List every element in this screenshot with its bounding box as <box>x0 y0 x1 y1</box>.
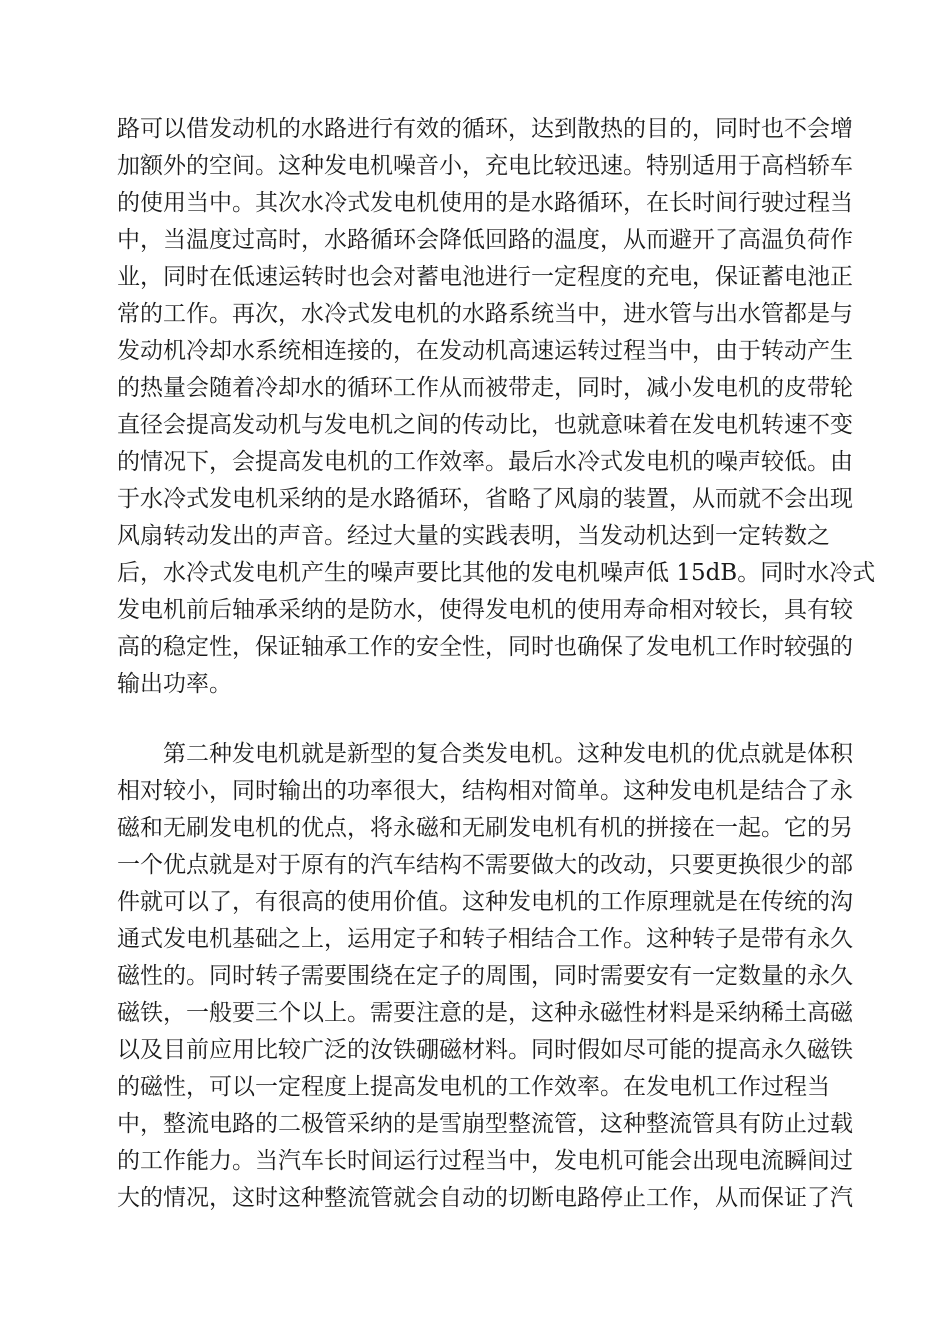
text-line: 加额外的空间。这种发电机噪音小，充电比较迅速。特别适用于高档轿车 <box>117 153 853 179</box>
text-line: 中，当温度过高时，水路循环会降低回路的温度，从而避开了高温负荷作 <box>117 227 853 253</box>
text-line: 常的工作。再次，水冷式发电机的水路系统当中，进水管与出水管都是与 <box>117 301 853 327</box>
text-line: 业，同时在低速运转时也会对蓄电池进行一定程度的充电，保证蓄电池正 <box>117 264 853 290</box>
text-line: 发动机冷却水系统相连接的，在发动机高速运转过程当中，由于转动产生 <box>117 338 853 364</box>
text-line: 的磁性，可以一定程度上提高发电机的工作效率。在发电机工作过程当 <box>117 1074 830 1100</box>
text-line: 路可以借发动机的水路进行有效的循环，达到散热的目的，同时也不会增 <box>117 116 853 142</box>
text-line: 磁和无刷发电机的优点，将永磁和无刷发电机有机的拼接在一起。它的另 <box>117 815 853 841</box>
text-line: 一个优点就是对于原有的汽车结构不需要做大的改动，只要更换很少的部 <box>117 852 853 878</box>
text-line: 磁铁，一般要三个以上。需要注意的是，这种永磁性材料是采纳稀土高磁 <box>117 1000 853 1026</box>
text-line: 大的情况，这时这种整流管就会自动的切断电路停止工作，从而保证了汽 <box>117 1185 853 1211</box>
text-line: 风扇转动发出的声音。经过大量的实践表明，当发动机达到一定转数之 <box>117 523 830 549</box>
text-line: 发电机前后轴承采纳的是防水，使得发电机的使用寿命相对较长，具有较 <box>117 597 853 623</box>
text-line: 第二种发电机就是新型的复合类发电机。这种发电机的优点就是体积 <box>163 741 853 767</box>
text-line: 的情况下，会提高发电机的工作效率。最后水冷式发电机的噪声较低。由 <box>117 449 853 475</box>
text-line: 输出功率。 <box>117 671 232 697</box>
text-line: 相对较小，同时输出的功率很大，结构相对简单。这种发电机是结合了永 <box>117 778 853 804</box>
text-line: 件就可以了，有很高的使用价值。这种发电机的工作原理就是在传统的沟 <box>117 889 853 915</box>
text-line: 于水冷式发电机采纳的是水路循环，省略了风扇的装置，从而就不会出现 <box>117 486 853 512</box>
text-line: 的热量会随着冷却水的循环工作从而被带走，同时，减小发电机的皮带轮 <box>117 375 853 401</box>
text-line: 以及目前应用比较广泛的汝铁硼磁材料。同时假如尽可能的提高永久磁铁 <box>117 1037 853 1063</box>
text-line: 的工作能力。当汽车长时间运行过程当中，发电机可能会出现电流瞬间过 <box>117 1148 853 1174</box>
text-line: 直径会提高发动机与发电机之间的传动比，也就意味着在发电机转速不变 <box>117 412 853 438</box>
text-line: 通式发电机基础之上，运用定子和转子相结合工作。这种转子是带有永久 <box>117 926 853 952</box>
text-line: 中，整流电路的二极管采纳的是雪崩型整流管，这种整流管具有防止过载 <box>117 1111 853 1137</box>
text-line: 高的稳定性，保证轴承工作的安全性，同时也确保了发电机工作时较强的 <box>117 634 853 660</box>
text-line: 后，水冷式发电机产生的噪声要比其他的发电机噪声低 15dB。同时水冷式 <box>117 560 876 586</box>
text-line: 磁性的。同时转子需要围绕在定子的周围，同时需要安有一定数量的永久 <box>117 963 853 989</box>
text-line: 的使用当中。其次水冷式发电机使用的是水路循环，在长时间行驶过程当 <box>117 190 853 216</box>
